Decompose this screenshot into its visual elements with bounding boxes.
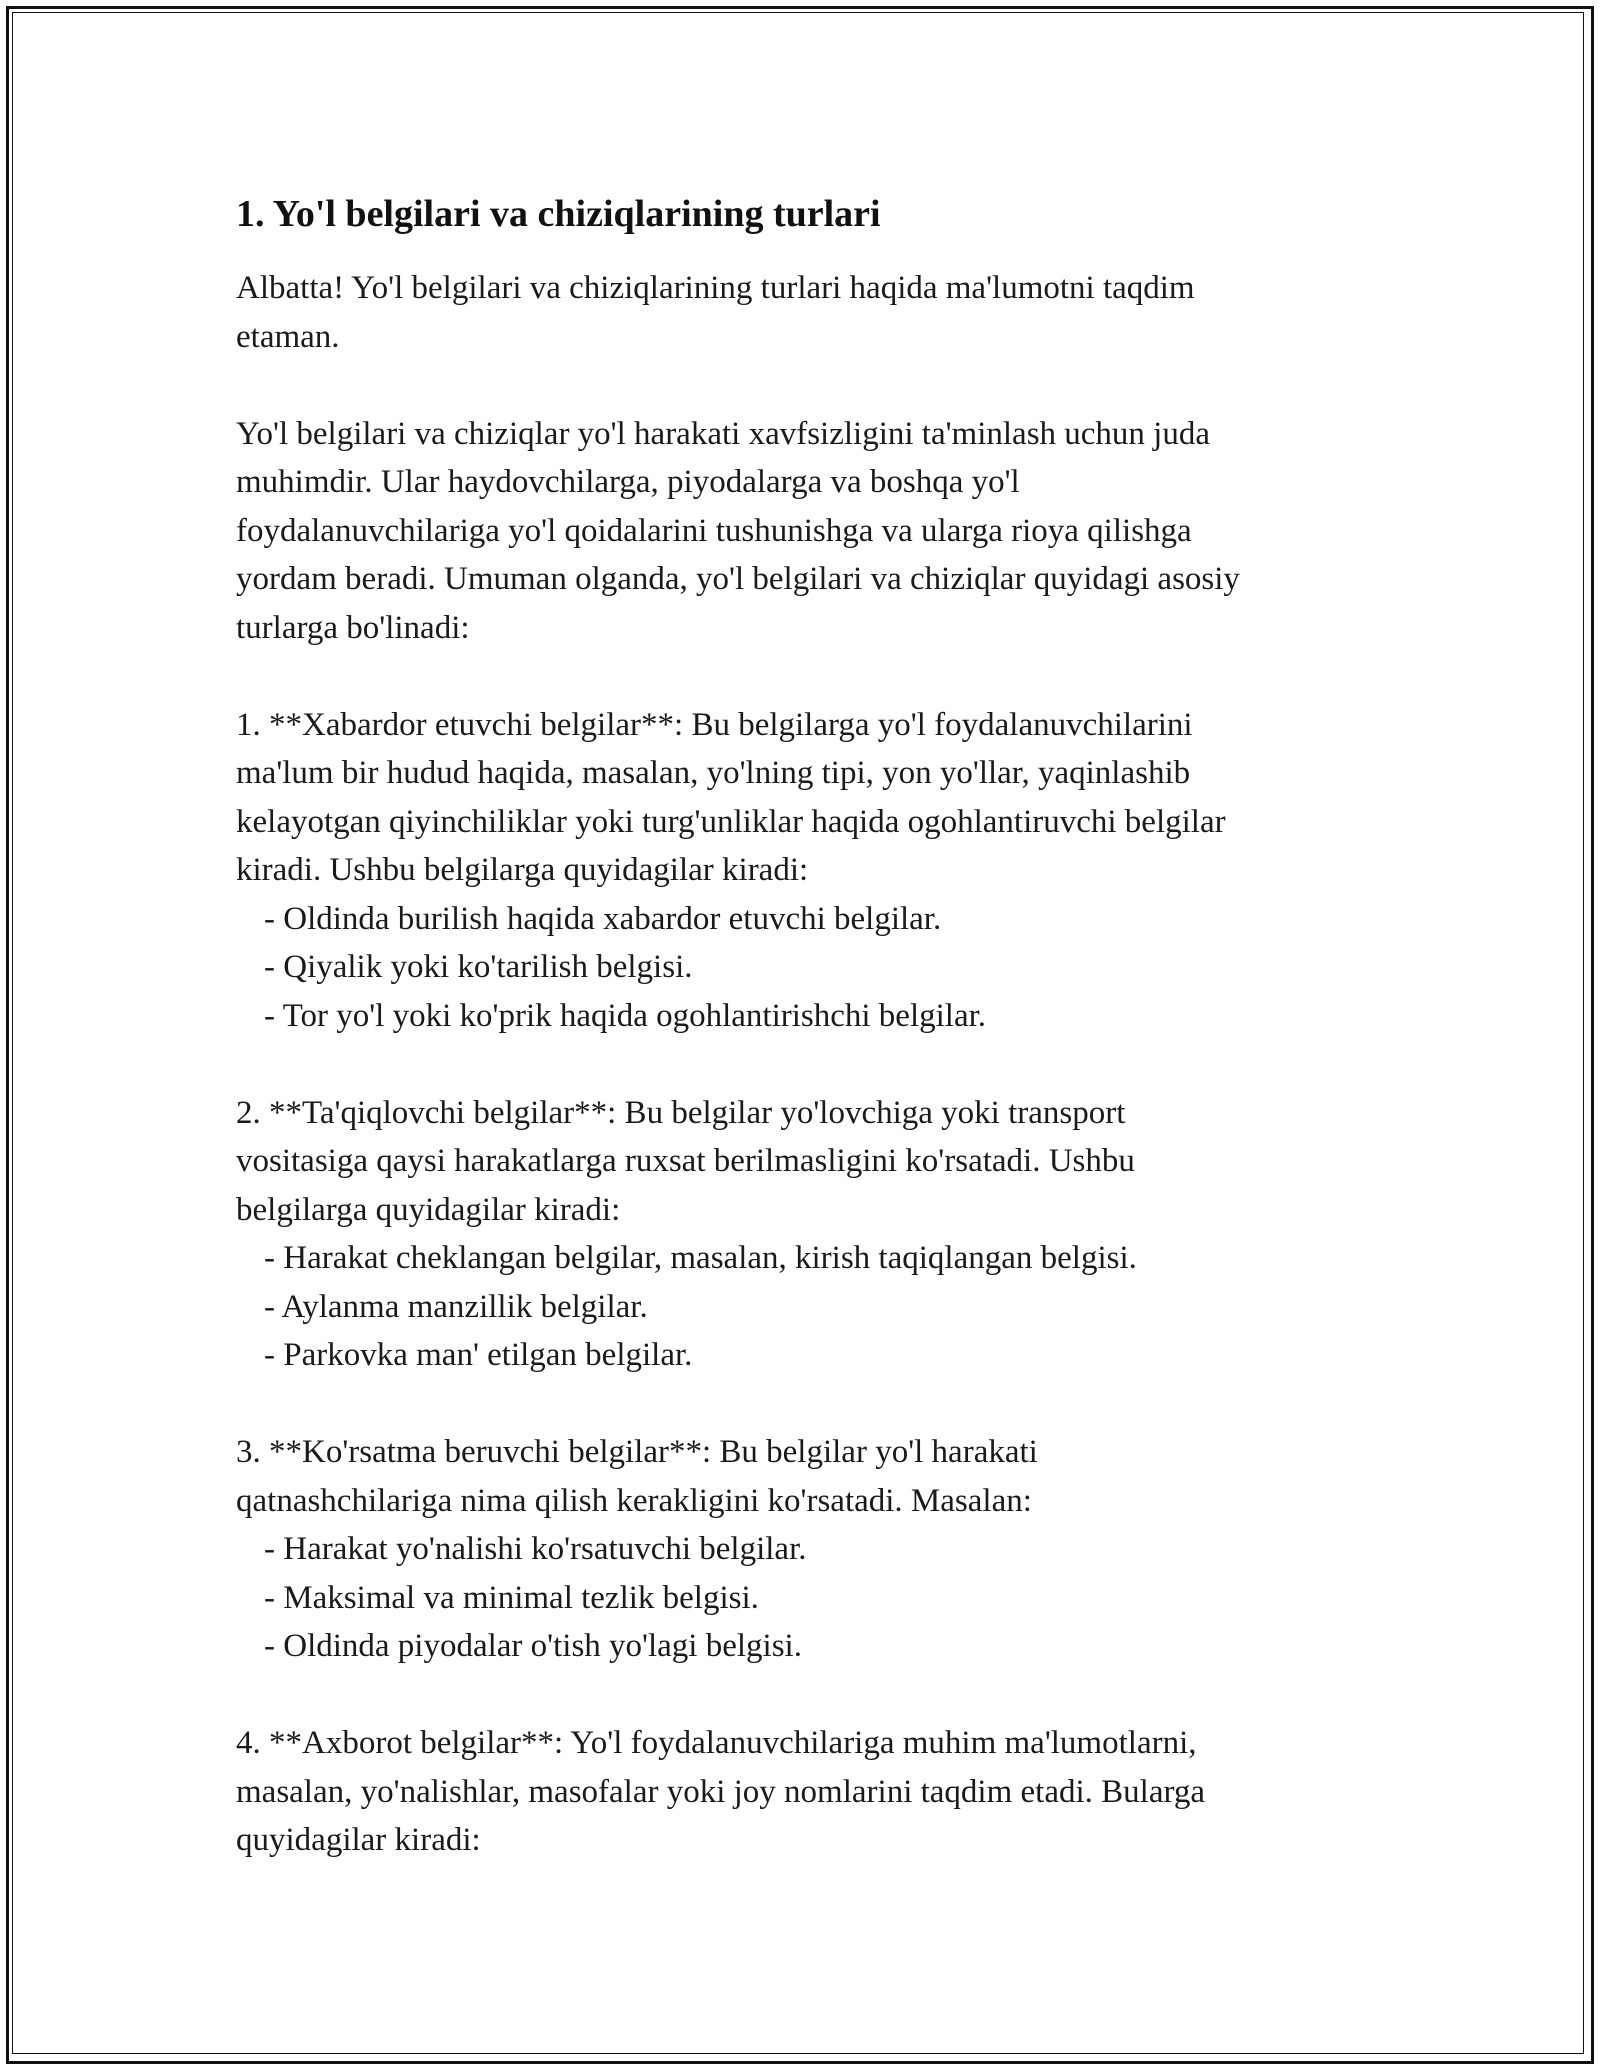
bullet-item: - Tor yo'l yoki ko'prik haqida ogohlantirishchi belgilar. <box>264 997 987 1034</box>
bullet-item: - Harakat cheklangan belgilar, masalan, kirish taqiqlangan belgisi. <box>264 1240 1137 1276</box>
section-warning-signs <box>236 701 1366 1041</box>
text-line: etaman. <box>236 318 340 355</box>
section-information-signs <box>236 1719 1366 1865</box>
text-line: 1. **Xabardor etuvchi belgilar**: Bu belgilarga yo'l foydalanuvchilarini <box>236 706 1193 743</box>
text-line: Albatta! Yo'l belgilari va chiziqlarining turlari haqida ma'lumotni taqdim <box>236 270 1195 306</box>
text-line: turlarga bo'linadi: <box>236 609 470 646</box>
bullet-item: - Harakat yo'nalishi ko'rsatuvchi belgilar. <box>264 1531 807 1567</box>
text-line: masalan, yo'nalishlar, masofalar yoki joy nomlarini taqdim etadi. Bularga <box>236 1773 1206 1810</box>
text-line: kelayotgan qiyinchiliklar yoki turg'unliklar haqida ogohlantiruvchi belgilar <box>236 803 1226 840</box>
text-line: belgilarga quyidagilar kiradi: <box>236 1191 621 1228</box>
overview-paragraph <box>236 410 1366 653</box>
text-line: ma'lum bir hudud haqida, masalan, yo'lning tipi, yon yo'llar, yaqinlashib <box>236 755 1191 791</box>
bullet-item: - Oldinda burilish haqida xabardor etuvchi belgilar. <box>264 900 942 937</box>
text-line: 3. **Ko'rsatma beruvchi belgilar**: Bu belgilar yo'l harakati <box>236 1434 1038 1470</box>
section-prohibitory-signs <box>236 1089 1366 1380</box>
document-body <box>236 190 1366 1865</box>
text-line: yordam beradi. Umuman olganda, yo'l belgilari va chiziqlar quyidagi asosiy <box>236 561 1240 597</box>
intro-paragraph <box>236 264 1366 361</box>
section-mandatory-signs <box>236 1428 1366 1671</box>
document-title: 1. Yo'l belgilari va chiziqlarining turlari <box>236 193 881 235</box>
text-line: 4. **Axborot belgilar**: Yo'l foydalanuvchilariga muhim ma'lumotlarni, <box>236 1725 1197 1761</box>
bullet-item: - Parkovka man' etilgan belgilar. <box>264 1337 693 1373</box>
text-line: 2. **Ta'qiqlovchi belgilar**: Bu belgilar yo'lovchiga yoki transport <box>236 1094 1126 1131</box>
text-line: foydalanuvchilariga yo'l qoidalarini tushunishga va ularga rioya qilishga <box>236 512 1192 549</box>
text-line: kiradi. Ushbu belgilarga quyidagilar kiradi: <box>236 852 809 888</box>
text-line: qatnashchilariga nima qilish kerakligini ko'rsatadi. Masalan: <box>236 1482 1032 1519</box>
text-line: vositasiga qaysi harakatlarga ruxsat berilmasligini ko'rsatadi. Ushbu <box>236 1143 1135 1179</box>
bullet-item: - Oldinda piyodalar o'tish yo'lagi belgisi. <box>264 1628 802 1664</box>
text-line: quyidagilar kiradi: <box>236 1822 481 1858</box>
text-line: Yo'l belgilari va chiziqlar yo'l harakati xavfsizligini ta'minlash uchun juda <box>236 415 1210 452</box>
bullet-item: - Maksimal va minimal tezlik belgisi. <box>264 1579 759 1616</box>
bullet-item: - Qiyalik yoki ko'tarilish belgisi. <box>264 949 693 985</box>
bullet-item: - Aylanma manzillik belgilar. <box>264 1288 648 1325</box>
text-line: muhimdir. Ular haydovchilarga, piyodalarga va boshqa yo'l <box>236 464 1020 500</box>
